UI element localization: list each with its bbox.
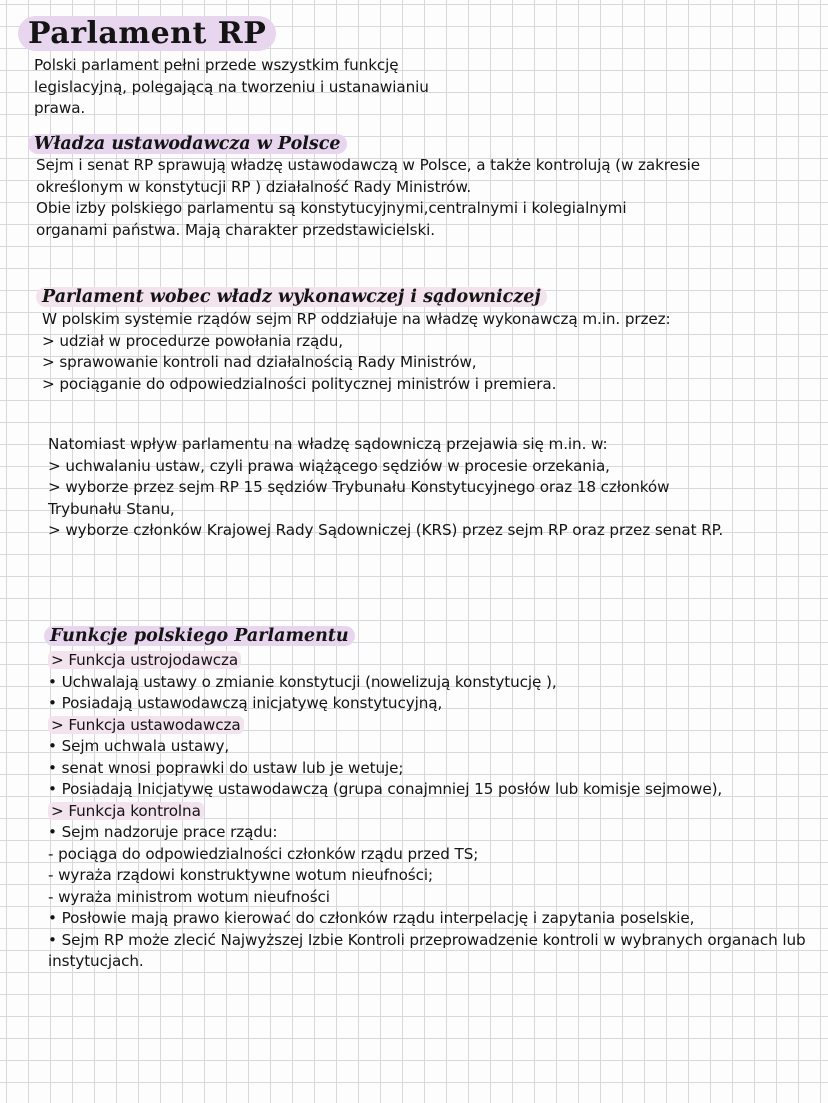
section2-item-2: > sprawowanie kontroli nad działalnością Rady Ministrów, xyxy=(42,353,477,371)
function-1-item-2: • Posiadają ustawodawczą inicjatywę konstytucyjną, xyxy=(48,694,443,712)
function-2-item-1: • Sejm uchwala ustawy, xyxy=(48,737,230,755)
function-3-item-4: - wyraża ministrom wotum nieufności xyxy=(48,887,330,906)
section3-body xyxy=(48,650,808,973)
section2-item2-2: > wyborze przez sejm RP 15 sędziów Trybunału Konstytucyjnego oraz 18 członków Trybunału Stanu, xyxy=(48,478,670,518)
intro-text: Polski parlament pełni przede wszystkim funkcję legislacyjną, polegającą na tworzeniu i ustanawianiu prawa. xyxy=(34,56,429,117)
function-3-item-1: • Sejm nadzoruje prace rządu: xyxy=(48,823,278,841)
section2-body-2 xyxy=(48,434,728,542)
title-highlight xyxy=(18,16,276,51)
function-2-item-2: • senat wnosi poprawki do ustaw lub je wetuje; xyxy=(48,758,404,777)
section2-lead-2: Natomiast wpływ parlamentu na władzę sądowniczą przejawia się m.in. w: xyxy=(48,435,608,453)
section3-heading xyxy=(44,625,355,647)
function-kontrolna-label: > Funkcja kontrolna xyxy=(48,802,204,820)
intro-paragraph xyxy=(34,55,434,120)
page-title xyxy=(18,14,276,54)
section1-paragraph-2: Obie izby polskiego parlamentu są konstytucyjnymi,centralnymi i kolegialnymi organami państwa. Mają charakter przedstawicielski. xyxy=(36,199,627,239)
section2-body xyxy=(42,309,722,395)
function-ustawodawcza-label: > Funkcja ustawodawcza xyxy=(48,716,244,734)
section2-item2-1: > uchwalaniu ustaw, czyli prawa wiążącego sędziów w procesie orzekania, xyxy=(48,456,610,475)
section1-heading xyxy=(28,133,347,155)
section2-item-1: > udział w procedurze powołania rządu, xyxy=(42,331,343,350)
function-2-item-3: • Posiadają Inicjatywę ustawodawczą (grupa conajmniej 15 posłów lub komisje sejmowe), xyxy=(48,780,723,798)
function-3-item-5: • Posłowie mają prawo kierować do członków rządu interpelację i zapytania poselskie, xyxy=(48,909,695,927)
section2-item-3: > pociąganie do odpowiedzialności politycznej ministrów i premiera. xyxy=(42,374,557,393)
section2-item2-3: > wyborze członków Krajowej Rady Sądowniczej (KRS) przez sejm RP oraz przez senat RP. xyxy=(48,521,724,539)
section1-body xyxy=(36,155,736,241)
title-text: Parlament RP xyxy=(28,16,267,51)
function-ustrojodawcza-label: > Funkcja ustrojodawcza xyxy=(48,651,241,669)
section2-heading-text: Parlament wobec władz wykonawczej i sądowniczej xyxy=(36,287,547,307)
section1-heading-text: Władza ustawodawcza w Polsce xyxy=(28,134,347,154)
section2-heading xyxy=(36,286,547,308)
section3-heading-text: Funkcje polskiego Parlamentu xyxy=(44,626,355,646)
function-3-item-3: - wyraża rządowi konstruktywne wotum nieufności; xyxy=(48,866,433,884)
function-3-item-6: • Sejm RP może zlecić Najwyższej Izbie Kontroli przeprowadzenie kontroli w wybranych organach lub instytucjach. xyxy=(48,930,806,970)
section2-lead: W polskim systemie rządów sejm RP oddziałuje na władzę wykonawczą m.in. przez: xyxy=(42,310,671,328)
section1-paragraph-1: Sejm i senat RP sprawują władzę ustawodawczą w Polsce, a także kontrolują (w zakresie określonym w konstytucji RP ) działalność Rady Ministrów. xyxy=(36,156,701,196)
function-3-item-2: - pociąga do odpowiedzialności członków rządu przed TS; xyxy=(48,844,479,863)
function-1-item-1: • Uchwalają ustawy o zmianie konstytucji (nowelizują konstytucję ), xyxy=(48,672,557,691)
